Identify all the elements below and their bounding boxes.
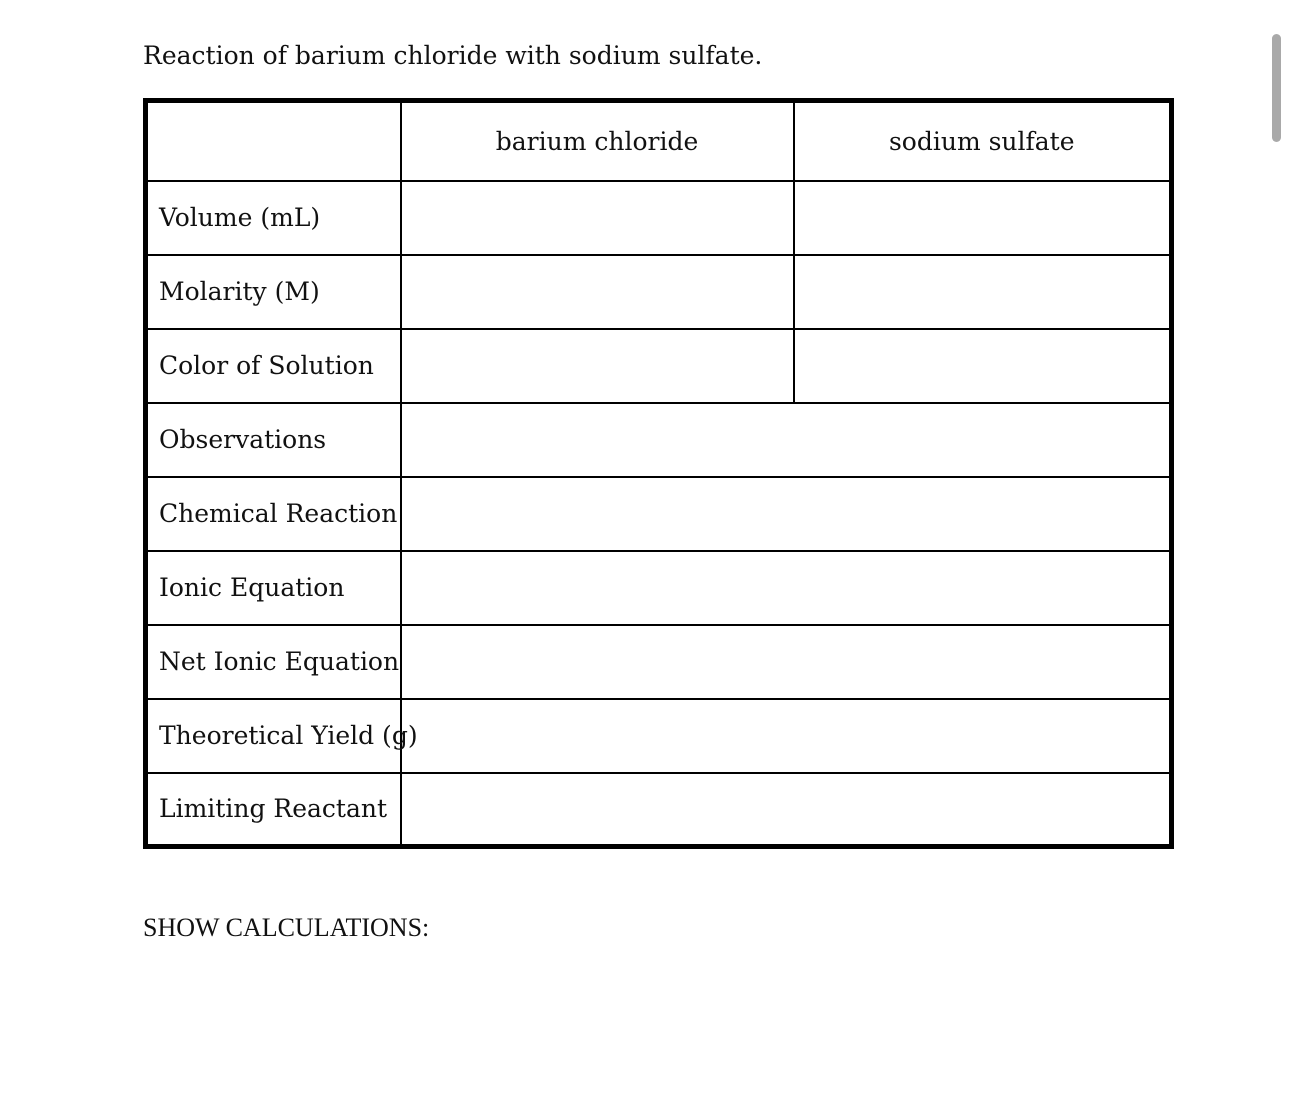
molarity-barium-chloride-cell[interactable] xyxy=(401,255,794,329)
net-ionic-equation-cell[interactable] xyxy=(401,625,1172,699)
volume-barium-chloride-cell[interactable] xyxy=(401,181,794,255)
scrollbar-thumb[interactable] xyxy=(1272,34,1281,142)
row-label-theoretical-yield: Theoretical Yield (g) xyxy=(146,699,401,773)
header-barium-chloride: barium chloride xyxy=(401,101,794,181)
table-row xyxy=(146,625,1172,699)
color-sodium-sulfate-cell[interactable] xyxy=(794,329,1172,403)
row-label-ionic-equation: Ionic Equation xyxy=(146,551,401,625)
row-label-color: Color of Solution xyxy=(146,329,401,403)
table-row xyxy=(146,773,1172,847)
row-label-volume: Volume (mL) xyxy=(146,181,401,255)
document-title: Reaction of barium chloride with sodium sulfate. xyxy=(143,41,763,70)
limiting-reactant-cell[interactable] xyxy=(401,773,1172,847)
ionic-equation-cell[interactable] xyxy=(401,551,1172,625)
show-calculations-label: SHOW CALCULATIONS: xyxy=(143,913,430,942)
chemical-reaction-cell[interactable] xyxy=(401,477,1172,551)
header-blank-cell xyxy=(146,101,401,181)
data-table xyxy=(143,98,1174,849)
table-row xyxy=(146,551,1172,625)
table-row xyxy=(146,699,1172,773)
table-row xyxy=(146,181,1172,255)
row-label-limiting-reactant: Limiting Reactant xyxy=(146,773,401,847)
molarity-sodium-sulfate-cell[interactable] xyxy=(794,255,1172,329)
volume-sodium-sulfate-cell[interactable] xyxy=(794,181,1172,255)
observations-cell[interactable] xyxy=(401,403,1172,477)
header-sodium-sulfate: sodium sulfate xyxy=(794,101,1172,181)
color-barium-chloride-cell[interactable] xyxy=(401,329,794,403)
row-label-chemical-reaction: Chemical Reaction xyxy=(146,477,401,551)
row-label-net-ionic-equation: Net Ionic Equation xyxy=(146,625,401,699)
table-row xyxy=(146,329,1172,403)
row-label-observations: Observations xyxy=(146,403,401,477)
table-row xyxy=(146,255,1172,329)
theoretical-yield-cell[interactable] xyxy=(401,699,1172,773)
row-label-molarity: Molarity (M) xyxy=(146,255,401,329)
table-row xyxy=(146,477,1172,551)
table-row xyxy=(146,403,1172,477)
header-row xyxy=(146,101,1172,181)
